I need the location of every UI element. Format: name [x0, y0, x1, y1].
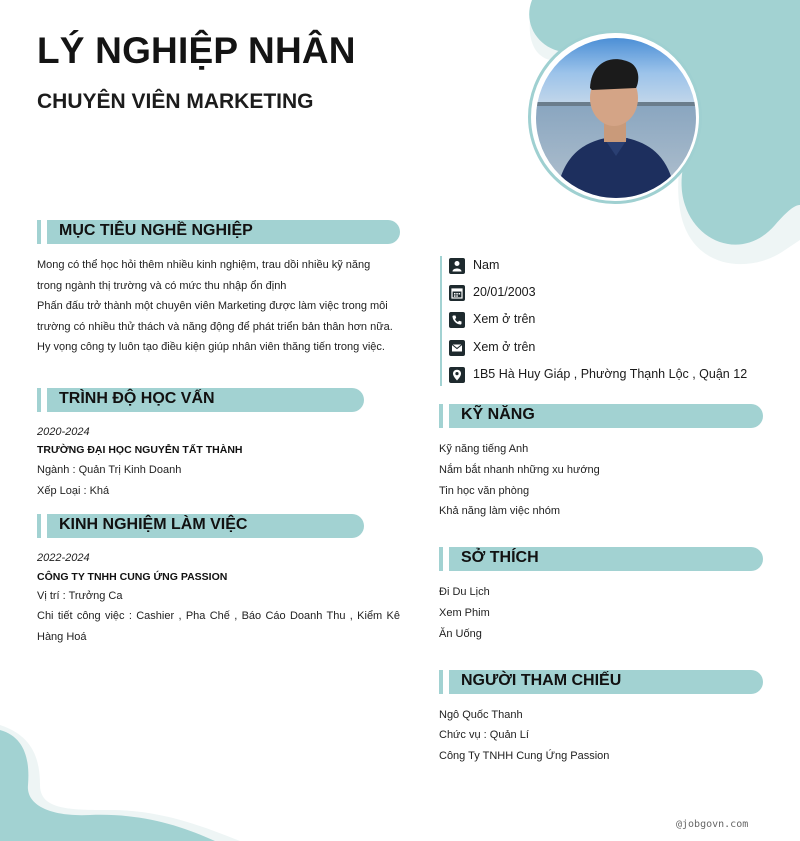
hobbies-heading	[439, 547, 763, 571]
experience-position: Vị trí : Trưởng Ca	[37, 590, 123, 602]
education-period: 2020-2024	[37, 426, 90, 438]
experience-period: 2022-2024	[37, 552, 90, 564]
contact-email	[449, 340, 749, 356]
experience-heading	[37, 514, 364, 538]
mail-icon	[449, 340, 465, 356]
gender-value: Nam	[473, 258, 500, 272]
skills-heading	[439, 404, 763, 428]
phone-value: Xem ở trên	[473, 312, 536, 326]
reference-name: Ngô Quốc Thanh	[439, 709, 523, 721]
education-heading-label: TRÌNH ĐỘ HỌC VẤN	[59, 390, 215, 407]
job-title: CHUYÊN VIÊN MARKETING	[37, 90, 314, 113]
heading-accent	[41, 220, 47, 244]
objective-line: Mong có thể học hỏi thêm nhiều kinh nghiệm, trau dồi nhiều kỹ năng	[37, 259, 371, 271]
reference-company: Công Ty TNHH Cung Ứng Passion	[439, 750, 610, 762]
contact-phone	[449, 312, 749, 328]
skill-item: Tin học văn phòng	[439, 485, 530, 497]
skill-item: Kỹ năng tiếng Anh	[439, 443, 529, 455]
contact-divider	[440, 256, 442, 386]
objective-line: Phấn đấu trở thành một chuyên viên Marketing được làm việc trong môi	[37, 300, 388, 312]
skill-item: Nắm bắt nhanh những xu hướng	[439, 464, 600, 476]
heading-accent	[443, 670, 449, 694]
phone-icon	[449, 312, 465, 328]
objective-heading-label: MỤC TIÊU NGHỀ NGHIỆP	[59, 222, 253, 239]
education-grade: Xếp Loại : Khá	[37, 485, 110, 497]
hobby-item: Xem Phim	[439, 607, 490, 619]
objective-line: trong ngành thị trường và có mức thu nhập ổn định	[37, 279, 287, 292]
watermark: @jobgovn.com	[676, 819, 749, 830]
heading-accent	[41, 514, 47, 538]
candidate-name: LÝ NGHIỆP NHÂN	[37, 30, 356, 71]
reference-heading	[439, 670, 763, 694]
hobby-item: Đi Du Lịch	[439, 586, 490, 598]
contact-gender	[449, 258, 749, 274]
skills-heading-label: KỸ NĂNG	[461, 406, 535, 423]
heading-accent	[41, 388, 47, 412]
heading-accent	[443, 404, 449, 428]
skill-item: Khả năng làm việc nhóm	[439, 505, 561, 517]
education-major: Ngành : Quản Trị Kinh Doanh	[37, 464, 182, 476]
calendar-icon	[449, 285, 465, 301]
hobby-item: Ăn Uống	[439, 628, 482, 640]
objective-line: trường có nhiều thử thách và năng động để phát triển bản thân hơn nữa.	[37, 320, 393, 333]
birthday-value: 20/01/2003	[473, 285, 536, 299]
company-name: CÔNG TY TNHH CUNG ỨNG PASSION	[37, 571, 228, 583]
experience-details: Chi tiết công việc : Cashier , Pha Chế , Báo Cáo Doanh Thu , Kiểm Kê Hàng Hoá	[37, 610, 400, 643]
contact-address	[449, 367, 779, 383]
experience-heading-label: KINH NGHIỆM LÀM VIỆC	[59, 516, 248, 533]
location-pin-icon	[449, 367, 465, 383]
reference-heading-label: NGƯỜI THAM CHIẾU	[461, 672, 622, 689]
heading-accent	[443, 547, 449, 571]
objective-line: Hy vọng công ty luôn tạo điều kiện giúp nhân viên thăng tiến trong việc.	[37, 341, 385, 353]
person-icon	[449, 258, 465, 274]
avatar	[536, 38, 696, 198]
objective-heading	[37, 220, 400, 244]
school-name: TRƯỜNG ĐẠI HỌC NGUYỄN TẤT THÀNH	[37, 444, 243, 456]
hobbies-heading-label: SỞ THÍCH	[461, 549, 539, 566]
reference-role: Chức vụ : Quản Lí	[439, 729, 529, 741]
bottom-left-blob	[0, 725, 260, 841]
address-value: 1B5 Hà Huy Giáp , Phường Thạnh Lộc , Quận 12	[473, 367, 748, 381]
contact-birthday	[449, 285, 749, 301]
education-heading	[37, 388, 364, 412]
email-value: Xem ở trên	[473, 340, 536, 354]
objective-text	[37, 255, 407, 358]
